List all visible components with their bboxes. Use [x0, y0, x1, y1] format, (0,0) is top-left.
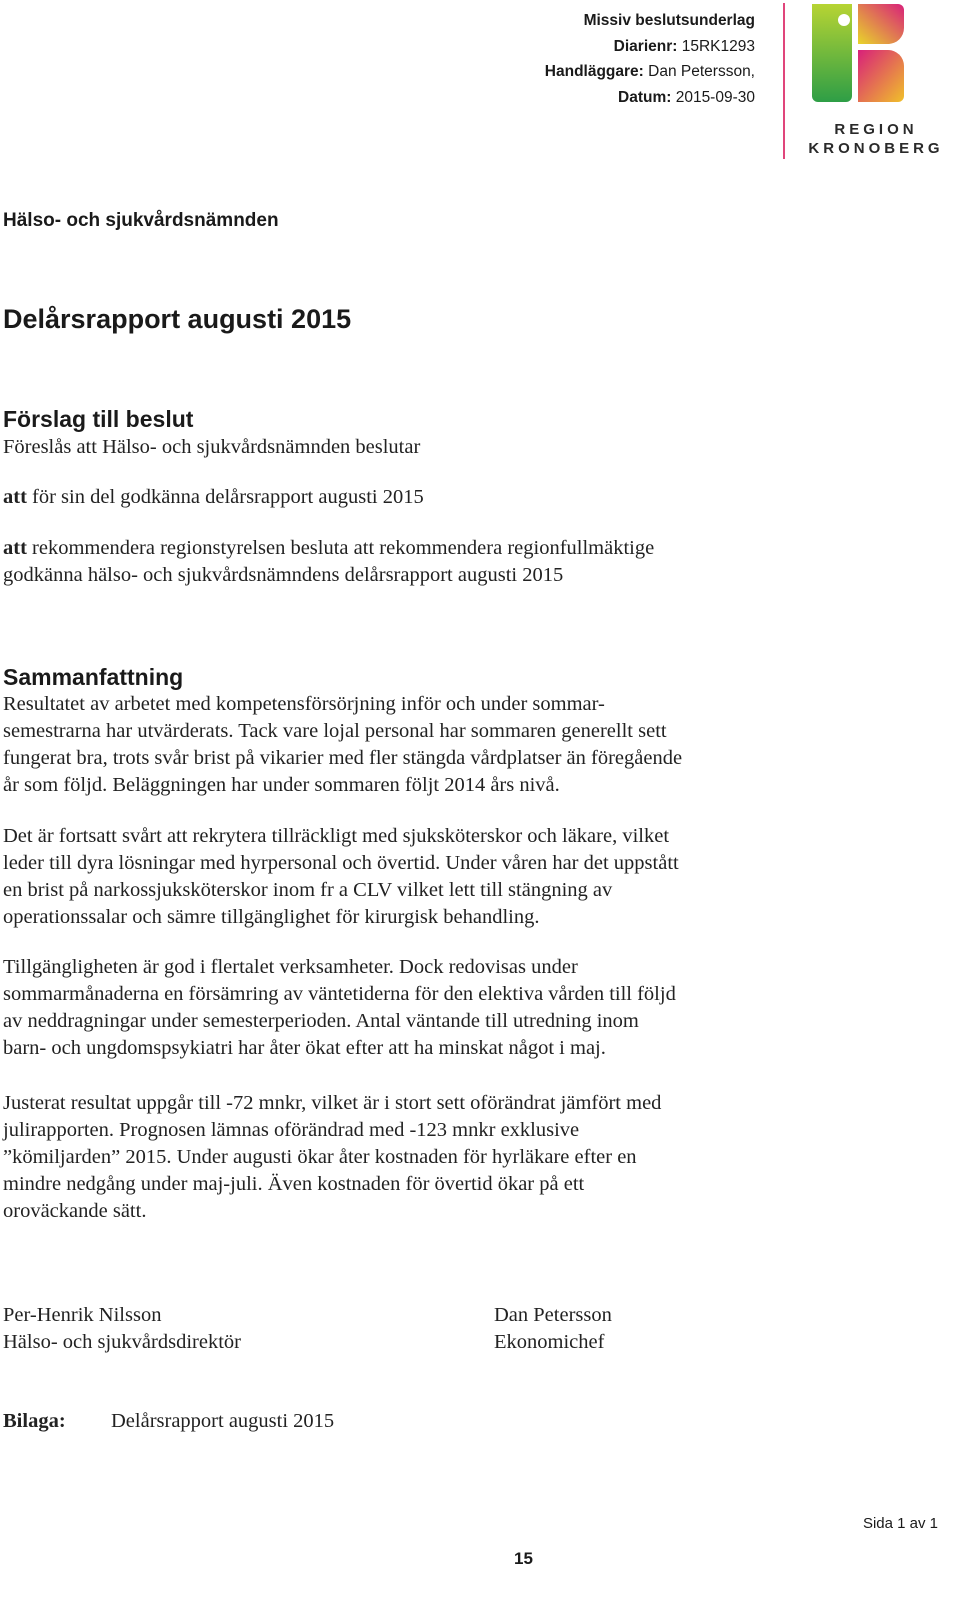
text-line: Justerat resultat uppgår till -72 mnkr, vilket är i stort sett oförändrat jämfört med — [3, 1092, 662, 1114]
header-divider — [783, 3, 785, 159]
diarienr-value: 15RK1293 — [681, 37, 755, 55]
signature-name: Dan Petersson — [494, 1304, 612, 1326]
page-title: Delårsrapport augusti 2015 — [3, 304, 352, 334]
page-indicator: Sida 1 av 1 — [862, 1515, 938, 1532]
logo-line-region: REGION — [834, 121, 918, 138]
summary-paragraph-1 — [3, 691, 803, 799]
text-line: Tillgängligheten är god i flertalet verksamheter. Dock redovisas under — [3, 956, 578, 978]
document-meta — [545, 8, 755, 110]
doc-type: Missiv beslutsunderlag — [583, 12, 755, 29]
text-line: sommarmånaderna en försämring av väntetiderna för den elektiva vården till följd — [3, 983, 676, 1005]
signature-role: Hälso- och sjukvårdsdirektör — [3, 1331, 241, 1353]
proposal-item-2-line-1: rekommendera regionstyrelsen besluta att rekommendera regionfullmäktige — [26, 537, 655, 559]
attachment-value: Delårsrapport augusti 2015 — [111, 1410, 335, 1432]
summary-heading: Sammanfattning — [3, 664, 184, 690]
proposal-item-2-line-2: godkänna hälso- och sjukvårdsnämndens delårsrapport augusti 2015 — [3, 564, 564, 586]
text-line: en brist på narkossjuksköterskor inom fr a CLV vilket lett till stängning av — [3, 879, 613, 901]
attachment-label: Bilaga: — [3, 1410, 66, 1432]
text-line: mindre nedgång under maj-juli. Även kostnaden för övertid ökar på ett — [3, 1173, 585, 1195]
logo-line-kronoberg: KRONOBERG — [808, 140, 944, 157]
signature-name: Per-Henrik Nilsson — [3, 1304, 162, 1326]
att-label: att — [3, 486, 27, 508]
text-line: oroväckande sätt. — [3, 1200, 147, 1222]
text-line: barn- och ungdomspsykiatri har åter ökat efter att ha minskat något i maj. — [3, 1037, 606, 1059]
signature-2 — [494, 1302, 612, 1356]
text-line: julirapporten. Prognosen lämnas oförändrad med -123 mnkr exklusive — [3, 1119, 580, 1141]
proposal-item-1 — [3, 484, 803, 511]
proposal-item-1-text: för sin del godkänna delårsrapport augusti 2015 — [26, 486, 424, 508]
committee-name: Hälso- och sjukvårdsnämnden — [3, 210, 279, 231]
att-label: att — [3, 537, 27, 559]
text-line: semestrarna har utvärderats. Tack vare lojal personal har sommaren generellt sett — [3, 720, 667, 742]
text-line: år som följd. Beläggningen har under sommaren följt 2014 års nivå. — [3, 774, 560, 796]
text-line: Det är fortsatt svårt att rekrytera tillräckligt med sjuksköterskor och läkare, vilket — [3, 825, 670, 847]
handlaggare-label: Handläggare: — [544, 63, 644, 80]
datum-value: 2015-09-30 — [675, 88, 755, 106]
text-line: av neddragningar under semesterperioden. Antal väntande till utredning inom — [3, 1010, 639, 1032]
summary-paragraph-4 — [3, 1090, 803, 1225]
text-line: Resultatet av arbetet med kompetensförsörjning inför och under sommar- — [3, 693, 605, 715]
footer-page-number: 15 — [514, 1549, 533, 1568]
attachment — [3, 1410, 334, 1433]
diarienr-label: Diarienr: — [613, 37, 678, 55]
text-line: leder till dyra lösningar med hyrpersonal och övertid. Under våren har det uppstått — [3, 852, 679, 874]
signature-role: Ekonomichef — [494, 1331, 605, 1353]
text-line: operationssalar och sämre tillgänglighet för kirurgisk behandling. — [3, 906, 540, 928]
text-line: fungerat bra, trots svår brist på vikarier med fler stängda vårdplatser än föregående — [3, 747, 683, 769]
handlaggare-value: Dan Petersson, — [648, 63, 755, 80]
signature-1 — [3, 1302, 241, 1356]
proposal-item-2 — [3, 535, 803, 589]
text-line: ”kömiljarden” 2015. Under augusti ökar åter kostnaden för hyrläkare efter en — [3, 1146, 637, 1168]
proposal-intro: Föreslås att Hälso- och sjukvårdsnämnden beslutar — [3, 436, 421, 458]
summary-paragraph-3 — [3, 954, 803, 1062]
logo-text — [806, 120, 946, 158]
summary-paragraph-2 — [3, 823, 803, 931]
datum-label: Datum: — [618, 88, 672, 106]
proposal-heading: Förslag till beslut — [3, 406, 194, 432]
